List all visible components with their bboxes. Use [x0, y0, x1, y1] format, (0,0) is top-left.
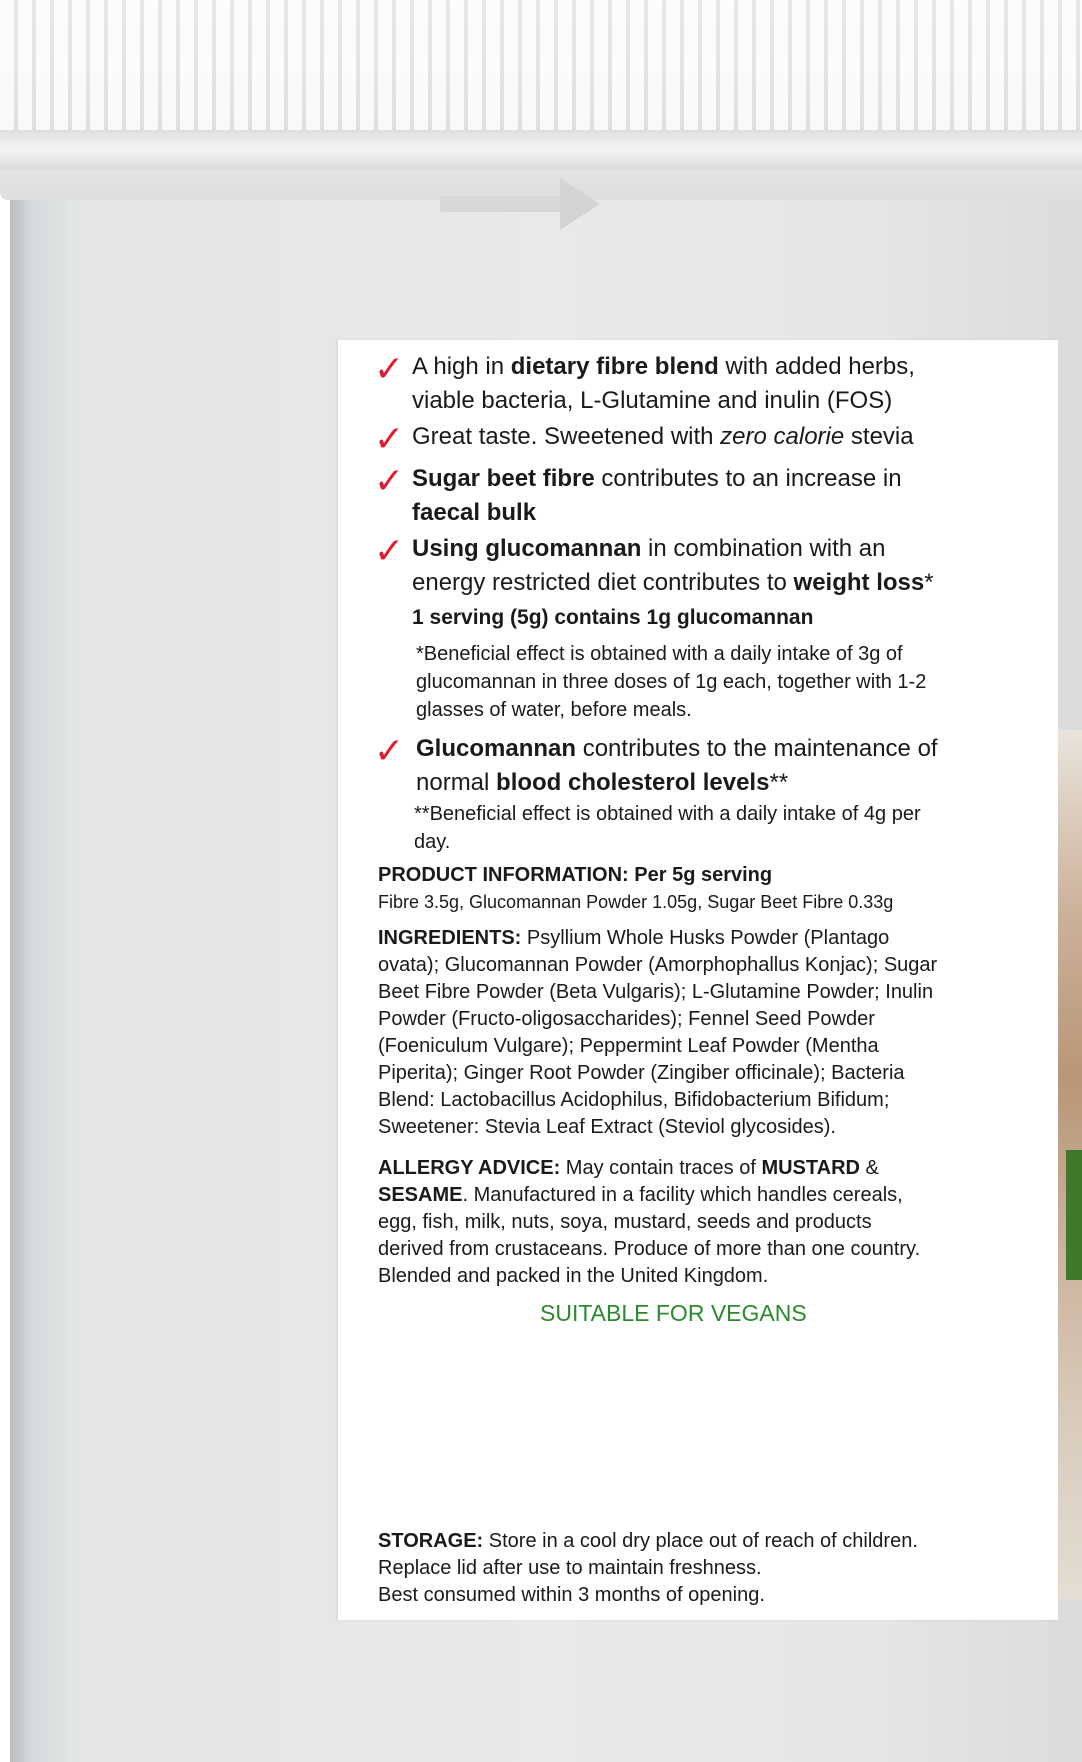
check-icon: ✓ — [374, 349, 405, 390]
jar-lid — [0, 0, 1082, 200]
product-label: ✓ A high in dietary fibre blend with added herbs, viable bacteria, L-Glutamine and inulin (FOS) ✓ Great taste. Sweetened with zero calorie stevia ✓ Sugar beet fibre contributes to an increase in faecal bulk ✓ Using glucomannan in combination with an energy restricted diet contributes to weight loss* 1 serving (5g) contains 1g glucomannan *Beneficial effect is obtained with a daily intake of 3g of glucomannan in three doses of 1g each, together with 1-2 glasses of water, before meals. ✓ Glucomannan contributes to the maintenance of normal blood cholesterol levels** **Beneficial effect is obtained with a daily intake of 4g per day. PRODUCT INFORMATION: Per 5g serving Fibre 3.5g, Glucomannan Powder 1.05g, Sugar Beet Fibre 0.33g INGREDIENTS: Psyllium Whole Husks Powder (Plantago ovata); Glucomannan Powder (Amorphophallus Konjac); Sugar Beet Fibre Powder (Beta Vulgaris); L-Glutamine Powder; Inulin Powder (Fructo-oligosaccharides); Fennel Seed Powder (Foeniculum Vulgare); Peppermint Leaf Powder (Mentha Piperita); Ginger Root Powder (Zingiber officinale); Bacteria Blend: Lactobacillus Acidophilus, Bifidobacterium Bifidum; Sweetener: Stevia Leaf Extract (Steviol glycosides). ALLERGY ADVICE: May contain traces of MUSTARD & SESAME. Manufactured in a facility which handles cereals, egg, fish, milk, nuts, soya, mustard, seeds and products derived from crustaceans. Produce of more than one country. Blended and packed in the United Kingdom. SUITABLE FOR VEGANS STORAGE: Store in a cool dry place out of reach of children. Replace lid after use to maintain freshness. Best consumed within 3 months of opening. — [338, 340, 1058, 1620]
ingredients: INGREDIENTS: Psyllium Whole Husks Powder (Plantago ovata); Glucomannan Powder (Amorphophallus Konjac); Sugar Beet Fibre Powder (Beta Vulgaris); L-Glutamine Powder; Inulin Powder (Fructo-oligosaccharides); Fennel Seed Powder (Foeniculum Vulgare); Peppermint Leaf Powder (Mentha Piperita); Ginger Root Powder (Zingiber officinale); Bacteria Blend: Lactobacillus Acidophilus, Bifidobacterium Bifidum; Sweetener: Stevia Leaf Extract (Steviol glycosides). — [378, 927, 938, 1138]
check-icon: ✓ — [374, 461, 405, 502]
lid-arrow-tail — [440, 196, 562, 212]
lid-ribs — [0, 0, 1082, 130]
storage: STORAGE: Store in a cool dry place out of reach of children. Replace lid after use to maintain freshness. Best consumed within 3 months of opening. — [378, 1530, 918, 1606]
check-icon: ✓ — [374, 531, 405, 572]
lid-band — [0, 130, 1082, 170]
product-information: PRODUCT INFORMATION: Per 5g serving Fibre 3.5g, Glucomannan Powder 1.05g, Sugar Beet Fibre 0.33g — [378, 864, 894, 912]
note-cholesterol: **Beneficial effect is obtained with a daily intake of 4g per day. — [414, 803, 921, 853]
check-icon: ✓ — [374, 731, 405, 772]
check-icon: ✓ — [374, 419, 405, 460]
allergy-advice: ALLERGY ADVICE: May contain traces of MUSTARD & SESAME. Manufactured in a facility which handles cereals, egg, fish, milk, nuts, soya, mustard, seeds and products derived from crustaceans. Produce of more than one country. Blended and packed in the United Kingdom. — [378, 1157, 921, 1287]
arrow-right-icon — [560, 178, 600, 230]
vegan-badge: SUITABLE FOR VEGANS — [540, 1300, 807, 1326]
green-accent-bar — [1066, 1150, 1082, 1280]
note-weight-loss: *Beneficial effect is obtained with a daily intake of 3g of glucomannan in three doses of 1g each, together with 1-2 glasses of water, before meals. — [416, 643, 927, 721]
